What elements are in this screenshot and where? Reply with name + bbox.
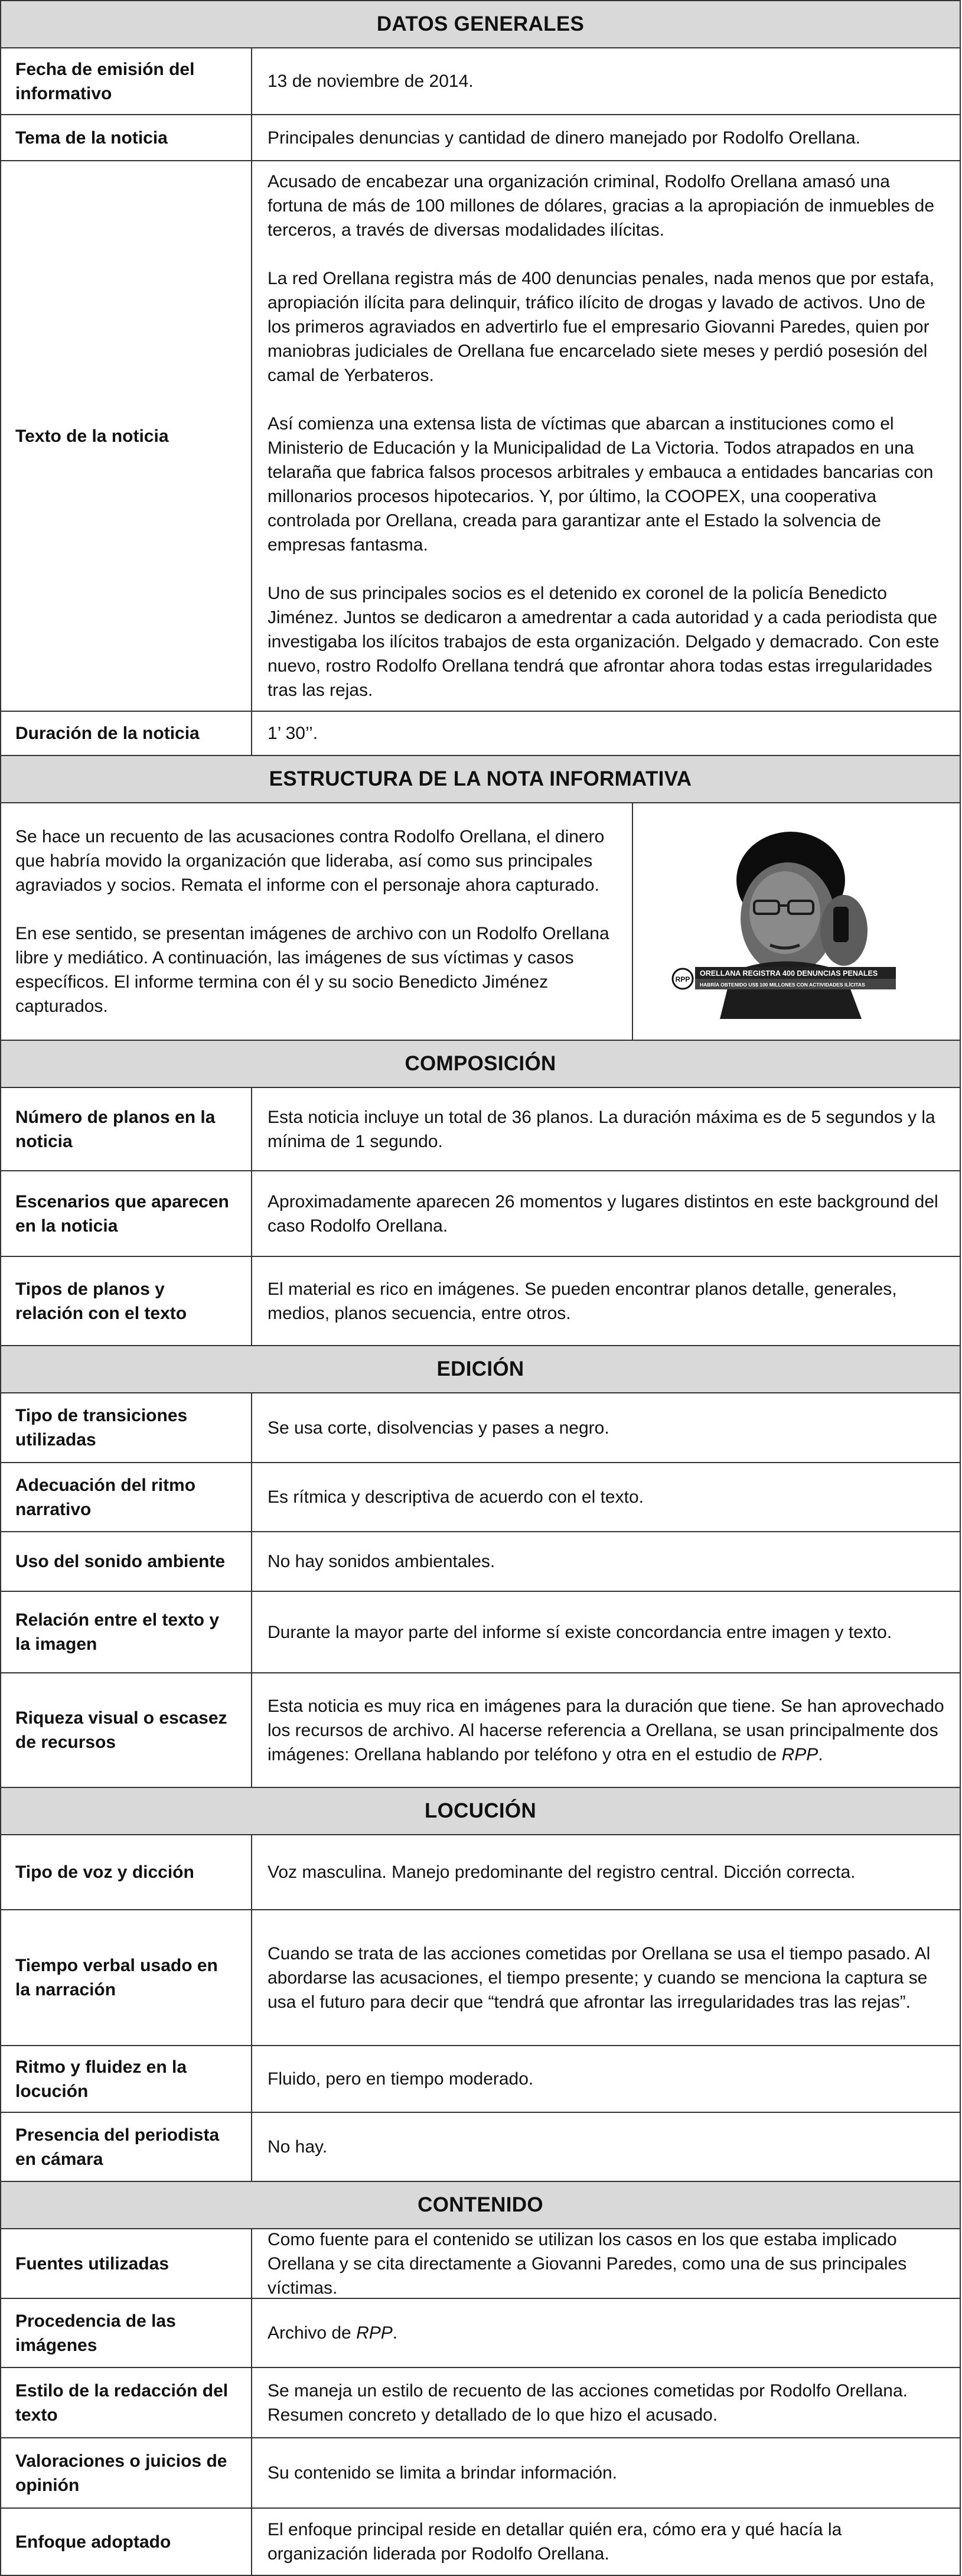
row-texto [1, 160, 960, 711]
value-escenarios: Aproximadamente aparecen 26 momentos y lugares distintos en este background del caso Rodolfo Orellana. [268, 1191, 938, 1236]
value-planos: Esta noticia incluye un total de 36 planos. La duración máxima es de 5 segundos y la mínima de 1 segundo. [268, 1107, 935, 1151]
value-enfoque: El enfoque principal reside en detallar quién era, cómo era y qué hacía la organización liderada por Rodolfo Orellana. [268, 2520, 842, 2564]
label-procedencia-imagenes: Procedencia de las imágenes [1, 2299, 252, 2367]
section-header-contenido: CONTENIDO [1, 2181, 960, 2228]
value-texto [252, 161, 960, 711]
news-screenshot-image [667, 824, 927, 1019]
label-riqueza-visual: Riqueza visual o escasez de recursos [1, 1673, 252, 1787]
value-tema: Principales denuncias y cantidad de dinero manejado por Rodolfo Orellana. [268, 128, 860, 148]
estructura-paragraph-1: Se hace un recuento de las acusaciones contra Rodolfo Orellana, el dinero que habría movido la organización que lideraba, así como sus principales agraviados y socios. Remata el informe con el personaje ahora capturado. [15, 827, 605, 895]
value-relacion-texto-imagen: Durante la mayor parte del informe sí existe concordancia entre imagen y texto. [268, 1622, 892, 1642]
section-header-estructura: ESTRUCTURA DE LA NOTA INFORMATIVA [1, 755, 960, 802]
row-tipos-planos [1, 1256, 960, 1345]
label-sonido-ambiente: Uso del sonido ambiente [1, 1532, 252, 1591]
label-estilo-redaccion: Estilo de la redacción del texto [1, 2368, 252, 2437]
row-escenarios [1, 1170, 960, 1256]
row-tiempo-verbal [1, 1909, 960, 2045]
label-fecha: Fecha de emisión del informativo [1, 48, 252, 114]
news-frame-illustration [667, 824, 927, 1019]
row-sonido-ambiente [1, 1531, 960, 1591]
section-header-locucion: LOCUCIÓN [1, 1787, 960, 1834]
estructura-image-cell [633, 803, 960, 1040]
label-tipos-planos: Tipos de planos y relación con el texto [1, 1257, 252, 1345]
value-ritmo-narrativo: Es rítmica y descriptiva de acuerdo con el texto. [268, 1487, 644, 1507]
value-valoraciones: Su contenido se limita a brindar información. [268, 2463, 617, 2483]
row-enfoque [1, 2507, 960, 2575]
row-valoraciones [1, 2437, 960, 2507]
texto-paragraph-4: Uno de sus principales socios es el detenido ex coronel de la policía Benedicto Jiménez. Juntos se dedicaron a amedrentar a cada autoridad y a cada periodista que investigaba los ilícitos trabajos de esta organización. Delgado y demacrado. Con este nuevo, rostro Rodolfo Orellana tendrá que afrontar ahora todas estas irregularidades tras las rejas. [268, 584, 940, 700]
row-ritmo-narrativo [1, 1462, 960, 1531]
value-duracion: 1’ 30’’. [268, 724, 318, 743]
label-tiempo-verbal: Tiempo verbal usado en la narración [1, 1910, 252, 2045]
row-planos [1, 1087, 960, 1170]
label-planos: Número de planos en la noticia [1, 1088, 252, 1170]
value-fluidez-locucion: Fluido, pero en tiempo moderado. [268, 2069, 534, 2089]
rpp-logo: RPP [675, 975, 690, 983]
value-tipos-planos: El material es rico en imágenes. Se pueden encontrar planos detalle, generales, medios, planos secuencia, entre otros. [268, 1279, 897, 1323]
row-presencia-periodista [1, 2112, 960, 2181]
label-enfoque: Enfoque adoptado [1, 2509, 252, 2575]
label-texto: Texto de la noticia [1, 161, 252, 711]
value-procedencia-imagenes: Archivo de RPP. [268, 2323, 398, 2343]
estructura-text [1, 803, 633, 1040]
texto-paragraph-1: Acusado de encabezar una organización criminal, Rodolfo Orellana amasó una fortuna de más de 100 millones de dólares, gracias a la apropiación de inmuebles de terceros, a través de diversas modalidades ilícitas. [268, 172, 935, 240]
texto-paragraph-2: La red Orellana registra más de 400 denuncias penales, nada menos que por estafa, apropiación ilícita para delinquir, tráfico ilícito de drogas y lavado de activos. Uno de los primeros agraviados en advertirlo fue el empresario Giovanni Paredes, quien por maniobras judiciales de Orellana fue encarcelado siete meses y perdió posesión del camal de Yerbateros. [268, 269, 935, 385]
section-header-composicion: COMPOSICIÓN [1, 1040, 960, 1087]
value-estilo-redaccion: Se maneja un estilo de recuento de las acciones cometidas por Rodolfo Orellana. Resumen concreto y detallado de lo que hizo el acusado. [268, 2380, 908, 2425]
label-tipo-voz: Tipo de voz y dicción [1, 1835, 252, 1909]
texto-paragraph-3: Así comienza una extensa lista de víctimas que abarcan a instituciones como el Ministerio de Educación y la Municipalidad de La Victoria. Todos atrapados en una telaraña que fabrica falsos procesos arbitrales y embauca a entidades bancarias con millonarios procesos hipotecarios. Y, por último, la COOPEX, una cooperativa controlada por Orellana, creada para garantizar ante el Estado la solvencia de empresas fantasma. [268, 414, 934, 555]
row-transiciones [1, 1392, 960, 1462]
label-tema: Tema de la noticia [1, 115, 252, 160]
value-fuentes: Como fuente para el contenido se utilizan los casos en los que estaba implicado Orellana y se cita directamente a Giovanni Paredes, como una de sus principales víctimas. [268, 2229, 907, 2298]
row-relacion-texto-imagen [1, 1591, 960, 1672]
row-tema [1, 114, 960, 160]
row-riqueza-visual [1, 1672, 960, 1787]
row-estilo-redaccion [1, 2367, 960, 2437]
row-duracion [1, 711, 960, 755]
value-presencia-periodista: No hay. [268, 2137, 328, 2157]
label-ritmo-narrativo: Adecuación del ritmo narrativo [1, 1463, 252, 1531]
label-presencia-periodista: Presencia del periodista en cámara [1, 2113, 252, 2181]
row-estructura [1, 802, 960, 1040]
value-tiempo-verbal: Cuando se trata de las acciones cometidas por Orellana se usa el tiempo pasado. Al abordarse las acusaciones, el tiempo presente; y cuando se menciona la captura se usa el futuro para decir que “tendrá que afrontar las irregularidades tras las rejas”. [268, 1943, 931, 2012]
section-header-edicion: EDICIÓN [1, 1345, 960, 1392]
label-valoraciones: Valoraciones o juicios de opinión [1, 2438, 252, 2507]
value-tipo-voz: Voz masculina. Manejo predominante del registro central. Dicción correcta. [268, 1862, 856, 1882]
banner-title: ORELLANA REGISTRA 400 DENUNCIAS PENALES [699, 969, 878, 978]
row-fecha [1, 47, 960, 114]
row-tipo-voz [1, 1834, 960, 1909]
value-fecha: 13 de noviembre de 2014. [268, 71, 474, 91]
value-riqueza-visual: Esta noticia es muy rica en imágenes para la duración que tiene. Se han aprovechado los recursos de archivo. Al hacerse referencia a Orellana, se usan principalmente dos imágenes: Orellana hablando por teléfono y otra en el estudio de RPP. [268, 1696, 944, 1764]
row-procedencia-imagenes [1, 2298, 960, 2367]
row-fuentes [1, 2228, 960, 2298]
label-escenarios: Escenarios que aparecen en la noticia [1, 1171, 252, 1256]
label-duracion: Duración de la noticia [1, 712, 252, 755]
banner-subtitle: HABRÍA OBTENIDO US$ 100 MILLONES CON ACTIVIDADES ILÍCITAS [699, 982, 865, 988]
label-fuentes: Fuentes utilizadas [1, 2229, 252, 2298]
label-relacion-texto-imagen: Relación entre el texto y la imagen [1, 1592, 252, 1672]
label-fluidez-locucion: Ritmo y fluidez en la locución [1, 2046, 252, 2112]
value-sonido-ambiente: No hay sonidos ambientales. [268, 1552, 495, 1571]
label-transiciones: Tipo de transiciones utilizadas [1, 1393, 252, 1462]
estructura-paragraph-2: En ese sentido, se presentan imágenes de archivo con un Rodolfo Orellana libre y mediático. A continuación, las imágenes de sus víctimas y casos específicos. El informe termina con él y su socio Benedicto Jiménez capturados. [15, 924, 609, 1016]
row-fluidez-locucion [1, 2045, 960, 2112]
section-header-datos-generales: DATOS GENERALES [1, 1, 960, 47]
value-transiciones: Se usa corte, disolvencias y pases a negro. [268, 1418, 609, 1438]
